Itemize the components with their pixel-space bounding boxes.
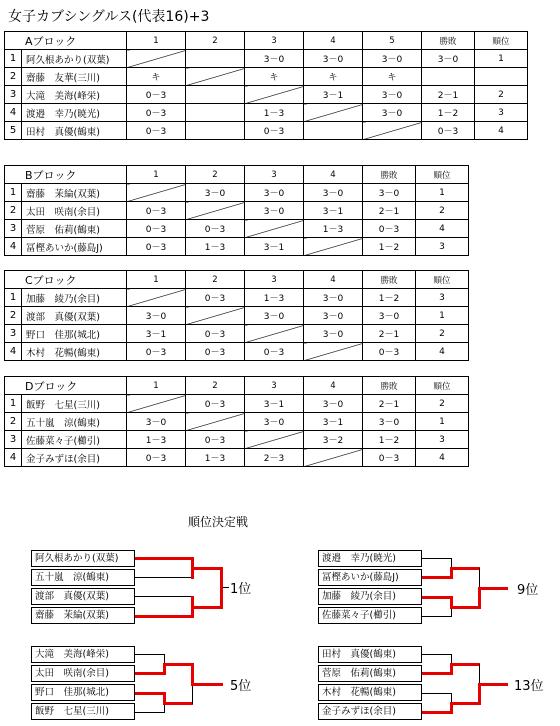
win-loss-cell: 1－2	[363, 238, 416, 256]
bracket-line	[135, 712, 165, 713]
win-loss-cell: 1－2	[363, 431, 416, 449]
diagonal-cell	[127, 289, 186, 307]
row-number: 3	[5, 431, 22, 449]
score-cell: 1－3	[186, 449, 245, 467]
score-cell: 1－3	[245, 104, 304, 122]
diagonal-cell	[245, 325, 304, 343]
block-a-table	[4, 31, 528, 140]
winner-line	[422, 576, 452, 579]
player-name: 野口 佳那(城北)	[22, 325, 127, 343]
score-cell: 3－0	[127, 413, 186, 431]
winner-line	[450, 567, 480, 570]
col-header: 3	[245, 32, 304, 50]
winner-line	[163, 702, 193, 705]
score-cell: 3－1	[304, 86, 363, 104]
player-name: 木村 花暢(鶴東)	[22, 343, 127, 361]
score-cell: 0－3	[127, 122, 186, 140]
block-d-table	[4, 376, 469, 467]
diagonal-cell	[245, 220, 304, 238]
win-loss-cell: 2－1	[363, 395, 416, 413]
score-cell: 0－3	[127, 449, 186, 467]
rank-cell: 1	[416, 413, 469, 431]
bracket-player: 齋藤 茉綸(双葉)	[31, 607, 135, 624]
rank-cell: 4	[416, 343, 469, 361]
bracket-line	[135, 596, 193, 597]
player-name: 五十嵐 涼(鶴東)	[22, 413, 127, 431]
rank-cell: 2	[416, 325, 469, 343]
bracket-player: 飯野 七星(三川)	[31, 703, 135, 720]
row-number: 1	[5, 184, 22, 202]
row-number: 3	[5, 325, 22, 343]
win-loss-cell	[422, 68, 475, 86]
score-cell: キ	[304, 68, 363, 86]
table-row	[5, 413, 469, 431]
win-loss-cell: 3－0	[363, 307, 416, 325]
winner-line	[135, 692, 165, 695]
col-header: 順位	[416, 271, 469, 289]
table-row	[5, 325, 469, 343]
col-header: 1	[127, 166, 186, 184]
winner-line	[135, 557, 193, 560]
col-header: 1	[127, 32, 186, 50]
bracket-player: 渡邉 幸乃(暁光)	[318, 550, 422, 567]
rank-cell: 2	[416, 395, 469, 413]
col-header: 勝敗	[363, 271, 416, 289]
table-row	[5, 104, 528, 122]
block-name: Bブロック	[5, 166, 127, 184]
table-row	[5, 343, 469, 361]
score-cell: 3－1	[127, 325, 186, 343]
score-cell	[304, 122, 363, 140]
diagonal-cell	[245, 431, 304, 449]
player-name: 飯野 七星(三川)	[22, 395, 127, 413]
row-number: 1	[5, 395, 22, 413]
player-name: 渡邉 幸乃(暁光)	[22, 104, 127, 122]
result-label: 5位	[230, 679, 252, 694]
col-header: 1	[127, 377, 186, 395]
row-number: 4	[5, 238, 22, 256]
table-row	[5, 122, 528, 140]
score-cell	[186, 104, 245, 122]
col-header: 順位	[475, 32, 528, 50]
row-number: 2	[5, 202, 22, 220]
row-number: 2	[5, 307, 22, 325]
table-row	[5, 184, 469, 202]
page-title: 女子カブシングルス(代表16)+3	[8, 9, 210, 25]
player-name: 太田 咲南(余目)	[22, 202, 127, 220]
bracket-player: 佐藤菜々子(櫛引)	[318, 607, 422, 624]
score-cell: 0－3	[127, 202, 186, 220]
score-cell: 3－0	[304, 184, 363, 202]
row-number: 1	[5, 289, 22, 307]
score-cell: 0－3	[186, 289, 245, 307]
score-cell: キ	[127, 68, 186, 86]
bracket-line	[135, 654, 165, 655]
winner-line	[450, 702, 480, 705]
col-header: 4	[304, 32, 363, 50]
win-loss-cell: 1－2	[422, 104, 475, 122]
winner-line	[135, 615, 193, 618]
player-name: 大滝 美海(峰栄)	[22, 86, 127, 104]
score-cell: 0－3	[245, 122, 304, 140]
bracket-player: 菅原 佑莉(鶴東)	[318, 665, 422, 682]
table-row	[5, 220, 469, 238]
diagonal-cell	[127, 184, 186, 202]
table-row	[5, 50, 528, 68]
col-header: 3	[245, 271, 304, 289]
block-name: Dブロック	[5, 377, 127, 395]
score-cell: 0－3	[186, 343, 245, 361]
rank-cell: 3	[416, 238, 469, 256]
winner-line	[220, 567, 223, 609]
score-cell: 3－0	[245, 50, 304, 68]
winner-line	[450, 663, 480, 666]
result-label: 13位	[514, 679, 544, 694]
score-cell: キ	[363, 68, 422, 86]
score-cell: 3－0	[304, 289, 363, 307]
col-header: 順位	[416, 377, 469, 395]
bracket-player: 野口 佳那(城北)	[31, 684, 135, 701]
player-name: 阿久根あかり(双葉)	[22, 50, 127, 68]
diagonal-cell	[363, 122, 422, 140]
diagonal-cell	[186, 68, 245, 86]
score-cell: 3－0	[304, 325, 363, 343]
row-number: 4	[5, 104, 22, 122]
winner-line	[478, 683, 508, 686]
player-name: 菅原 佑莉(鶴東)	[22, 220, 127, 238]
row-number: 2	[5, 413, 22, 431]
bracket-player: 冨樫あいか(藤島J)	[318, 569, 422, 586]
col-header: 4	[304, 166, 363, 184]
score-cell: キ	[245, 68, 304, 86]
block-b-table	[4, 165, 469, 256]
win-loss-cell: 2－1	[422, 86, 475, 104]
score-cell: 1－3	[304, 220, 363, 238]
bracket-line	[422, 558, 452, 559]
col-header: 勝敗	[363, 166, 416, 184]
score-cell: 3－0	[363, 50, 422, 68]
bracket-player: 五十嵐 涼(鶴東)	[31, 569, 135, 586]
score-cell: 0－3	[245, 343, 304, 361]
rank-cell: 1	[416, 184, 469, 202]
diagonal-cell	[186, 202, 245, 220]
row-number: 3	[5, 86, 22, 104]
bracket-line	[422, 693, 452, 694]
winner-line	[478, 587, 481, 609]
rank-cell: 3	[416, 289, 469, 307]
table-row	[5, 395, 469, 413]
score-cell	[186, 122, 245, 140]
winner-line	[163, 663, 193, 666]
score-cell: 3－0	[363, 104, 422, 122]
score-cell: 3－0	[245, 202, 304, 220]
row-number: 2	[5, 68, 22, 86]
win-loss-cell: 2－1	[363, 325, 416, 343]
placement-title: 順位決定戦	[188, 515, 249, 529]
bracket-player: 大滝 美海(峰栄)	[31, 646, 135, 663]
score-cell: 3－0	[186, 184, 245, 202]
table-row	[5, 449, 469, 467]
score-cell: 3－0	[245, 413, 304, 431]
score-cell: 1－3	[245, 289, 304, 307]
score-cell: 3－1	[245, 238, 304, 256]
block-name: Aブロック	[5, 32, 127, 50]
block-c-table	[4, 270, 469, 361]
col-header: 1	[127, 271, 186, 289]
table-row	[5, 68, 528, 86]
bracket-line	[135, 577, 193, 578]
col-header: 3	[245, 166, 304, 184]
result-label: 1位	[230, 582, 252, 597]
bracket-player: 木村 花暢(鶴東)	[318, 684, 422, 701]
win-loss-cell: 0－3	[363, 343, 416, 361]
win-loss-cell: 1－2	[363, 289, 416, 307]
bracket-player: 田村 真優(鶴東)	[318, 646, 422, 663]
row-number: 4	[5, 343, 22, 361]
col-header: 2	[186, 32, 245, 50]
winner-line	[450, 606, 480, 609]
col-header: 4	[304, 271, 363, 289]
diagonal-cell	[245, 86, 304, 104]
table-row	[5, 431, 469, 449]
score-cell: 3－0	[245, 184, 304, 202]
bracket-line	[422, 616, 452, 617]
table-row	[5, 307, 469, 325]
score-cell: 0－3	[127, 343, 186, 361]
table-row	[5, 238, 469, 256]
rank-cell	[475, 68, 528, 86]
diagonal-cell	[186, 413, 245, 431]
win-loss-cell: 3－0	[363, 184, 416, 202]
bracket-line	[422, 654, 452, 655]
win-loss-cell: 0－3	[363, 220, 416, 238]
col-header: 順位	[416, 166, 469, 184]
col-header: 勝敗	[363, 377, 416, 395]
win-loss-cell: 0－3	[422, 122, 475, 140]
score-cell	[186, 86, 245, 104]
player-name: 佐藤菜々子(櫛引)	[22, 431, 127, 449]
rank-cell: 3	[416, 431, 469, 449]
block-name: Cブロック	[5, 271, 127, 289]
player-name: 渡部 真優(双葉)	[22, 307, 127, 325]
score-cell: 3－0	[245, 307, 304, 325]
rank-cell: 2	[475, 86, 528, 104]
win-loss-cell: 0－3	[363, 449, 416, 467]
diagonal-cell	[304, 449, 363, 467]
diagonal-cell	[127, 395, 186, 413]
bracket-line	[192, 684, 193, 704]
bracket-5th	[31, 646, 271, 726]
score-cell: 0－3	[127, 104, 186, 122]
score-cell: 1－3	[127, 431, 186, 449]
diagonal-cell	[304, 238, 363, 256]
rank-cell: 4	[475, 122, 528, 140]
rank-cell: 2	[416, 202, 469, 220]
bracket-player: 阿久根あかり(双葉)	[31, 550, 135, 567]
player-name: 加藤 綾乃(余目)	[22, 289, 127, 307]
player-name: 冨樫あいか(藤島J)	[22, 238, 127, 256]
score-cell: 3－0	[127, 307, 186, 325]
col-header: 勝敗	[422, 32, 475, 50]
diagonal-cell	[304, 104, 363, 122]
score-cell: 3－1	[245, 395, 304, 413]
bracket-player: 加藤 綾乃(余目)	[318, 588, 422, 605]
col-header: 5	[363, 32, 422, 50]
score-cell: 3－0	[304, 50, 363, 68]
score-cell: 0－3	[186, 325, 245, 343]
player-name: 齋藤 茉綸(双葉)	[22, 184, 127, 202]
win-loss-cell: 2－1	[363, 202, 416, 220]
row-number: 4	[5, 449, 22, 467]
player-name: 齋藤 友華(三川)	[22, 68, 127, 86]
rank-cell: 4	[416, 449, 469, 467]
result-label: 9位	[517, 583, 539, 598]
rank-cell: 1	[475, 50, 528, 68]
score-cell: 2－3	[245, 449, 304, 467]
table-row	[5, 289, 469, 307]
score-cell: 3－0	[304, 307, 363, 325]
winner-line	[191, 606, 223, 609]
winner-line	[422, 672, 452, 675]
row-number: 1	[5, 50, 22, 68]
row-number: 3	[5, 220, 22, 238]
table-row	[5, 202, 469, 220]
col-header: 2	[186, 271, 245, 289]
score-cell: 0－3	[186, 431, 245, 449]
winner-line	[191, 663, 194, 685]
winner-line	[478, 683, 481, 705]
winner-line	[191, 683, 223, 686]
row-number: 5	[5, 122, 22, 140]
bracket-player: 金子みずほ(余目)	[318, 703, 422, 720]
rank-cell: 1	[416, 307, 469, 325]
col-header: 3	[245, 377, 304, 395]
score-cell: 0－3	[186, 220, 245, 238]
diagonal-cell	[127, 50, 186, 68]
score-cell: 0－3	[127, 238, 186, 256]
winner-line	[478, 587, 508, 590]
win-loss-cell: 3－0	[363, 413, 416, 431]
score-cell: 1－3	[186, 238, 245, 256]
score-cell: 3－1	[304, 202, 363, 220]
bracket-line	[479, 568, 480, 588]
score-cell: 0－3	[127, 220, 186, 238]
table-row	[5, 86, 528, 104]
col-header: 2	[186, 166, 245, 184]
winner-line	[191, 567, 223, 570]
score-cell: 3－1	[304, 413, 363, 431]
bracket-player: 太田 咲南(余目)	[31, 665, 135, 682]
bracket-line	[223, 587, 229, 588]
rank-cell: 3	[475, 104, 528, 122]
player-name: 金子みずほ(余目)	[22, 449, 127, 467]
bracket-1st	[31, 550, 271, 630]
bracket-13th	[318, 646, 558, 726]
rank-cell: 4	[416, 220, 469, 238]
bracket-player: 渡部 真優(双葉)	[31, 588, 135, 605]
score-cell: 3－2	[304, 431, 363, 449]
bracket-line	[479, 664, 480, 684]
score-cell: 3－0	[363, 86, 422, 104]
winner-line	[422, 596, 452, 599]
score-cell: 0－3	[127, 86, 186, 104]
bracket-9th	[318, 550, 558, 630]
player-name: 田村 真優(鶴東)	[22, 122, 127, 140]
score-cell: 0－3	[186, 395, 245, 413]
diagonal-cell	[304, 343, 363, 361]
diagonal-cell	[186, 307, 245, 325]
score-cell: 3－0	[304, 395, 363, 413]
win-loss-cell: 3－0	[422, 50, 475, 68]
col-header: 2	[186, 377, 245, 395]
winner-line	[422, 711, 452, 714]
score-cell	[186, 50, 245, 68]
winner-line	[135, 672, 165, 675]
col-header: 4	[304, 377, 363, 395]
